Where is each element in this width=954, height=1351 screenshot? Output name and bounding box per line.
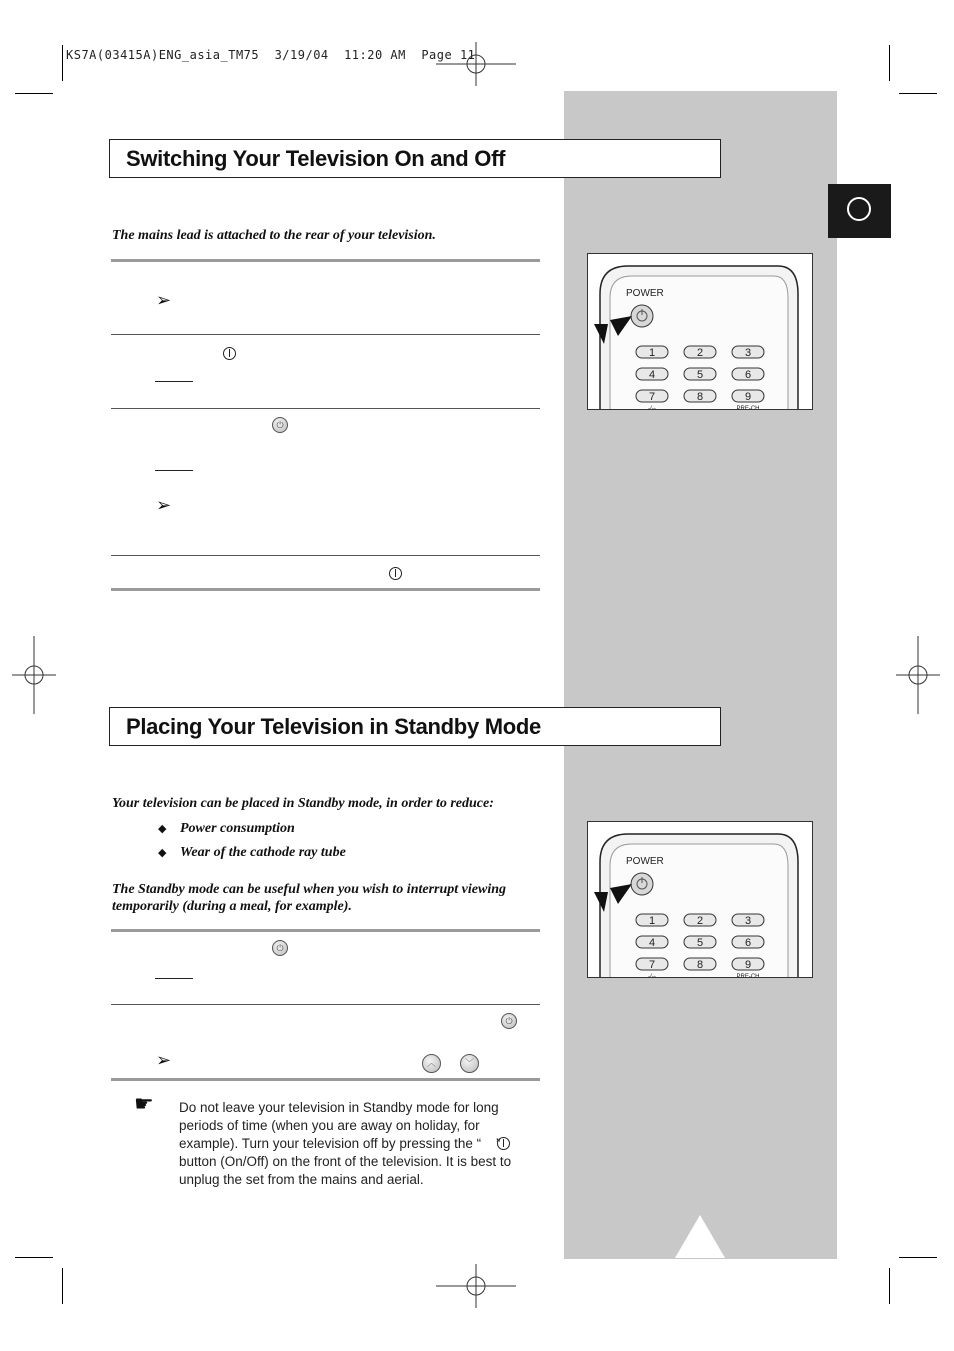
crop-mark <box>889 45 890 81</box>
list-item: ◆ Wear of the cathode ray tube <box>158 845 346 860</box>
power-button-icon: ⏻ <box>272 417 288 433</box>
crop-mark <box>899 93 937 94</box>
section-title-box <box>109 707 721 746</box>
underline <box>155 381 193 382</box>
key-5: 5 <box>696 937 704 949</box>
section-intro: The mains lead is attached to the rear of your television. <box>112 228 436 243</box>
crop-mark <box>15 93 53 94</box>
channel-down-button-icon: ﹀ <box>460 1054 479 1073</box>
crop-mark <box>899 1257 937 1258</box>
key-9: 9 <box>744 391 752 403</box>
remote-control-image <box>587 821 813 978</box>
page-triangle-icon <box>675 1215 725 1258</box>
language-tab <box>828 184 891 238</box>
crop-mark <box>62 45 63 81</box>
power-symbol-icon <box>389 567 402 580</box>
power-button-icon: ⏻ <box>272 940 288 956</box>
section-title-box <box>109 139 721 178</box>
sub-label-right: PRE-CH <box>736 406 760 410</box>
registration-mark-icon <box>896 636 940 714</box>
sub-label-left: -/-- <box>648 406 656 410</box>
key-2: 2 <box>696 347 704 359</box>
divider <box>111 1078 540 1081</box>
registration-mark-icon <box>12 636 56 714</box>
key-8: 8 <box>696 391 704 403</box>
note-text: Do not leave your television in Standby mode for long periods of time (when you are away on holiday, for example). Turn your television off by pressing the “ ” button (On/Off) on the front of the television. It is best to unplug the set from the mains and aerial. <box>179 1100 512 1187</box>
registration-mark-icon <box>436 42 516 86</box>
remote-control-drawing <box>588 822 813 978</box>
section-title: Switching Your Television On and Off <box>126 146 506 171</box>
standby-paragraph: The Standby mode can be useful when you wish to interrupt viewing temporarily (during a meal, for example). <box>112 882 506 914</box>
remote-control-drawing <box>588 254 813 410</box>
arrow-icon: ➢ <box>156 1050 172 1071</box>
key-5: 5 <box>696 369 704 381</box>
sub-label-right: PRE-CH <box>736 974 760 978</box>
pointing-hand-icon: ☛ <box>134 1092 154 1117</box>
crop-mark <box>15 1257 53 1258</box>
channel-up-button-icon: ︿ <box>422 1054 441 1073</box>
list-item: ◆ Power consumption <box>158 821 295 836</box>
registration-mark-icon <box>436 1264 516 1308</box>
key-7: 7 <box>648 959 656 971</box>
crop-mark <box>889 1268 890 1304</box>
key-8: 8 <box>696 959 704 971</box>
key-3: 3 <box>744 347 752 359</box>
divider <box>111 588 540 591</box>
key-4: 4 <box>648 937 656 949</box>
power-symbol-icon <box>497 1137 510 1150</box>
divider <box>111 1004 540 1005</box>
diamond-icon: ◆ <box>158 847 167 859</box>
divider <box>111 408 540 409</box>
key-4: 4 <box>648 369 656 381</box>
underline <box>155 978 193 979</box>
divider <box>111 259 540 262</box>
power-label: POWER <box>626 856 664 867</box>
divider <box>111 929 540 932</box>
key-6: 6 <box>744 369 752 381</box>
circle-icon <box>847 197 871 221</box>
underline <box>155 470 193 471</box>
section-title: Placing Your Television in Standby Mode <box>126 714 541 739</box>
divider <box>111 555 540 556</box>
power-label: POWER <box>626 288 664 299</box>
key-7: 7 <box>648 391 656 403</box>
key-6: 6 <box>744 937 752 949</box>
key-9: 9 <box>744 959 752 971</box>
sub-label-left: -/-- <box>648 974 656 978</box>
key-1: 1 <box>648 347 656 359</box>
diamond-icon: ◆ <box>158 823 167 835</box>
key-3: 3 <box>744 915 752 927</box>
power-symbol-icon <box>223 347 236 360</box>
section-intro: Your television can be placed in Standby mode, in order to reduce: <box>112 796 494 811</box>
remote-control-image <box>587 253 813 410</box>
arrow-icon: ➢ <box>156 495 172 516</box>
crop-mark <box>62 1268 63 1304</box>
key-1: 1 <box>648 915 656 927</box>
key-2: 2 <box>696 915 704 927</box>
arrow-icon: ➢ <box>156 290 172 311</box>
divider <box>111 334 540 335</box>
power-button-icon: ⏻ <box>501 1013 517 1029</box>
print-header: KS7A(03415A)ENG_asia_TM75 3/19/04 11:20 AM Page 11 <box>66 48 476 62</box>
